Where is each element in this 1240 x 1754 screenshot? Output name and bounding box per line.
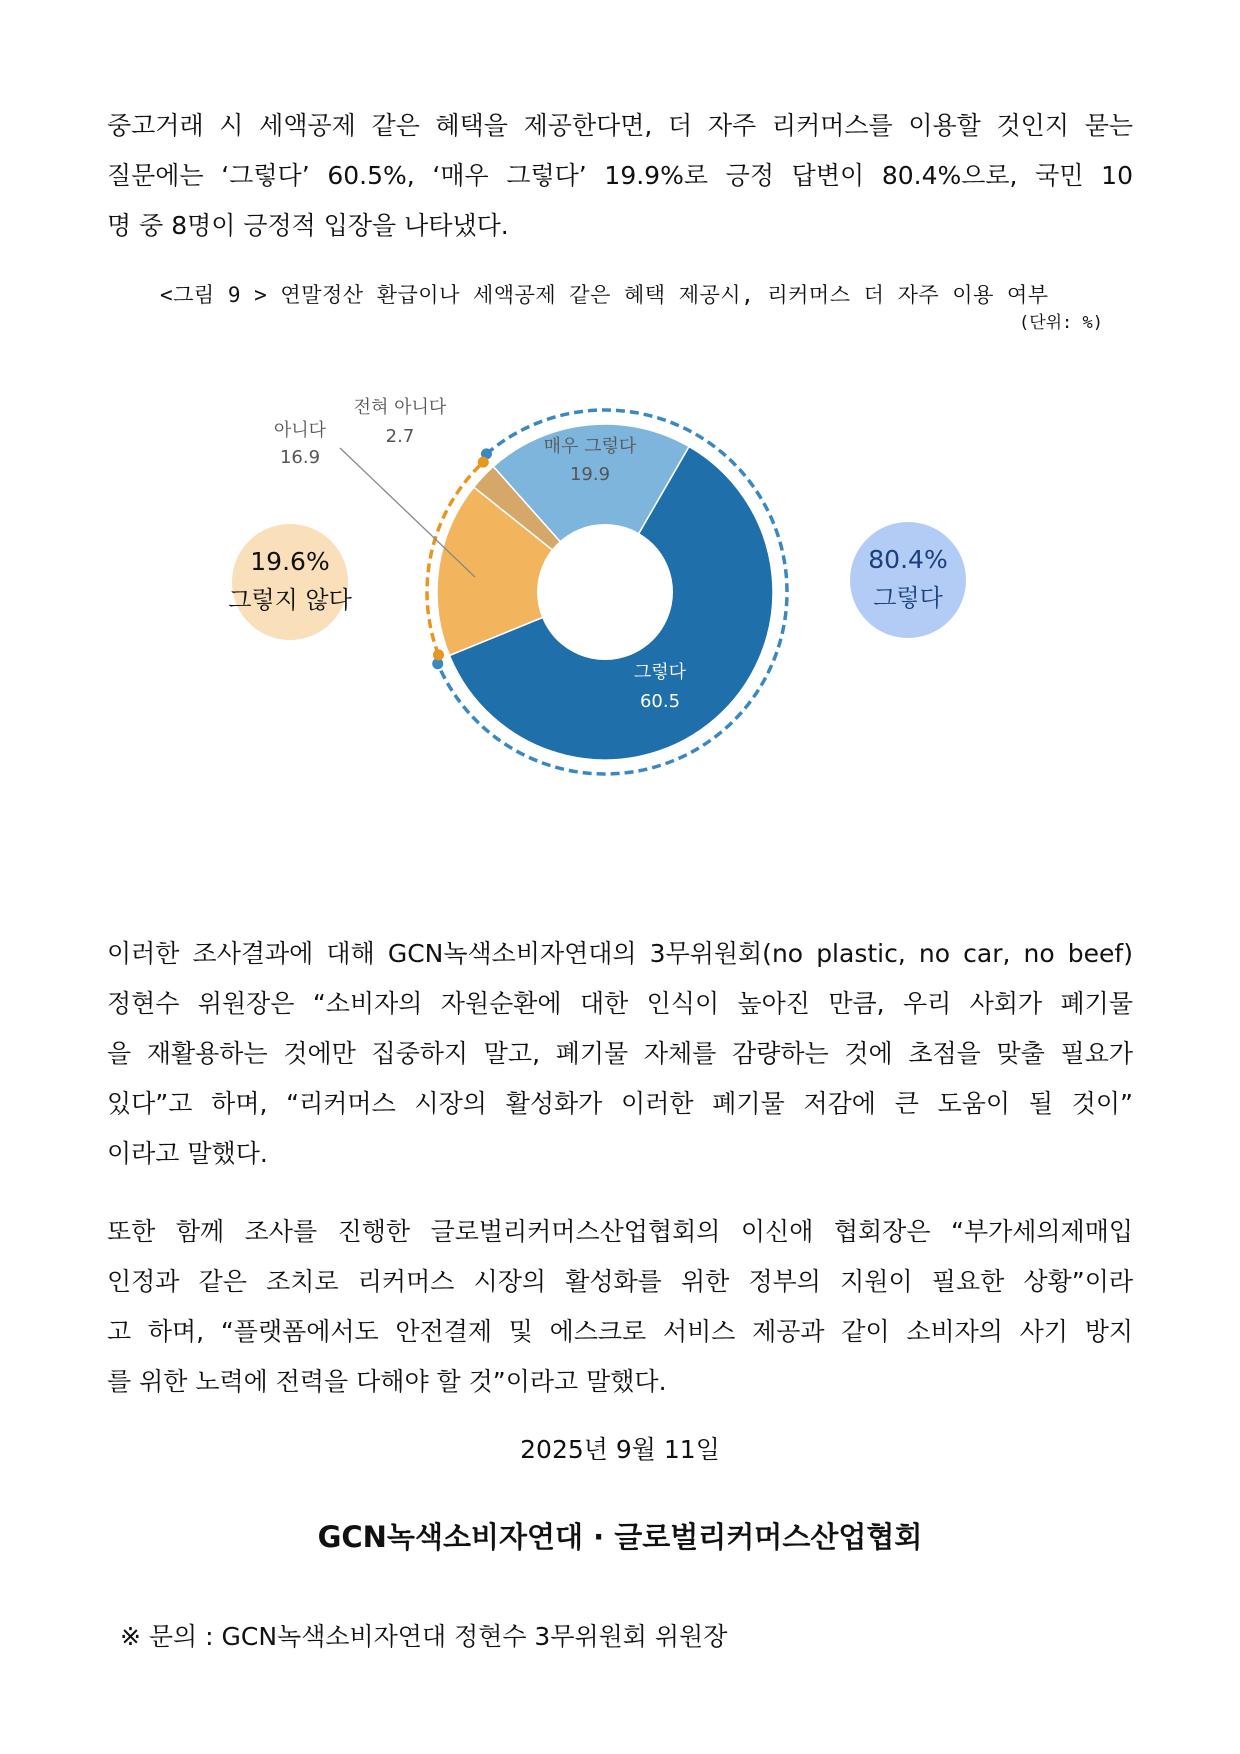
release-date: 2025년 9월 11일 [520,1435,720,1464]
slice-value-그렇다: 60.5 [639,691,681,712]
donut-chart [200,370,1080,810]
slice-value-전혀아니다: 2.7 [385,426,415,447]
slice-label-아니다: 아니다 [273,420,327,441]
paragraph-line: 을 재활용하는 것에만 집중하지 말고, 폐기물 자체를 감량하는 것에 초점을 맞출 필요가 [107,1039,1133,1068]
group-bubble-negative [232,524,348,640]
slice-label-매우그렇다: 매우 그렇다 [543,436,637,457]
group-percent-positive: 80.4% [868,545,948,574]
paragraph-line: 인정과 같은 조치로 리커머스 시장의 활성화를 위한 정부의 지원이 필요한 상황”이라 [107,1267,1133,1296]
group-percent-negative: 19.6% [250,547,330,576]
paragraph-line: 이라고 말했다. [107,1139,268,1168]
paragraph-line: 있다”고 하며, “리커머스 시장의 활성화가 이러한 폐기물 저감에 큰 도움이 될 것이” [107,1089,1133,1118]
paragraph-line: 명 중 8명이 긍정적 입장을 나타냈다. [107,211,509,240]
paragraph-line: 중고거래 시 세액공제 같은 혜택을 제공한다면, 더 자주 리커머스를 이용할 것인지 묻는 [107,111,1133,140]
leader-line [340,448,475,577]
contact-info: ※ 문의 : GCN녹색소비자연대 정현수 3무위원회 위원장 [120,1622,728,1651]
paragraph-line: 를 위한 노력에 전력을 다해야 할 것”이라고 말했다. [107,1367,667,1396]
paragraph-line: 정현수 위원장은 “소비자의 자원순환에 대한 인식이 높아진 만큼, 우리 사회가 폐기물 [107,989,1133,1018]
group-bubble-positive [850,522,966,638]
paragraph-line: 고 하며, “플랫폼에서도 안전결제 및 에스크로 서비스 제공과 같이 소비자의 사기 방지 [107,1317,1133,1346]
donut-hole [537,524,673,660]
slice-value-매우그렇다: 19.9 [569,464,611,485]
negative-group-arc-endpoint [433,649,444,660]
paragraph-line: 질문에는 ‘그렇다’ 60.5%, ‘매우 그렇다’ 19.9%로 긍정 답변이 80.4%으로, 국민 10 [107,161,1133,190]
paragraph-line: 또한 함께 조사를 진행한 글로벌리커머스산업협회의 이신애 협회장은 “부가세의제매입 [107,1217,1133,1246]
intro-paragraph [107,101,1133,251]
group-label-positive: 그렇다 [873,584,943,612]
slice-value-아니다: 16.9 [279,447,321,468]
figure-caption: <그림 9 > 연말정산 환급이나 세액공제 같은 혜택 제공시, 리커머스 더 자주 이용 여부 [160,283,1049,307]
slice-label-그렇다: 그렇다 [633,662,687,683]
group-label-negative: 그렇지 않다 [228,586,352,614]
slice-label-전혀아니다: 전혀 아니다 [353,397,447,418]
figure-unit: (단위: %) [1018,313,1103,333]
negative-group-arc-endpoint [478,457,489,468]
comment-paragraph-1 [107,929,1133,1179]
comment-paragraph-2 [107,1207,1133,1407]
paragraph-line: 이러한 조사결과에 대해 GCN녹색소비자연대의 3무위원회(no plastic, no car, no beef) [107,939,1133,968]
organization-names: GCN녹색소비자연대 · 글로벌리커머스산업협회 [317,1520,923,1554]
